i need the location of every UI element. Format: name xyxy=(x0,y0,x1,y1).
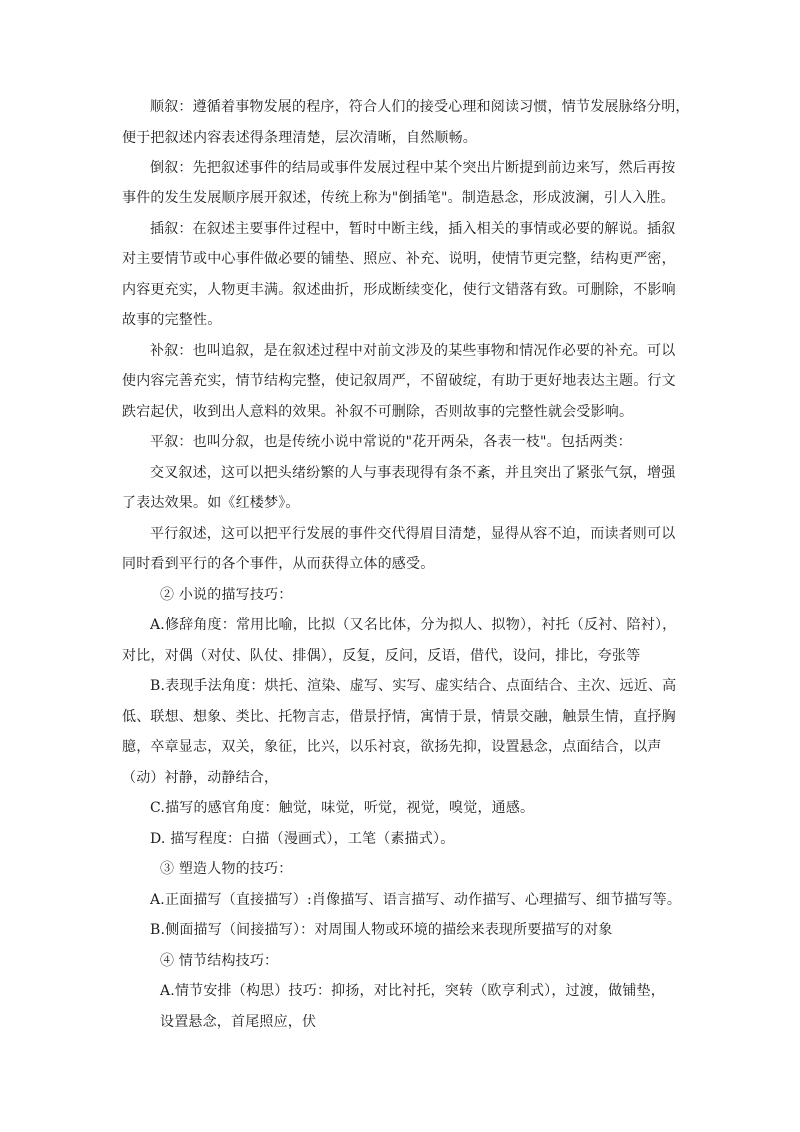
section-heading-renwu: ③ 塑造人物的技巧： xyxy=(160,861,293,877)
paragraph-buxu-line-3: 跌宕起伏，收到出人意料的效果。补叙不可删除，否则故事的完整性就会受影响。 xyxy=(122,404,634,420)
item-a-qingjie-line-2: 设置悬念，首尾照应，伏 xyxy=(160,1014,317,1030)
paragraph-chaxu-line-3: 内容更充实，人物更丰满。叙述曲折，形成断续变化，使行文错落有致。可删除，不影响 xyxy=(122,282,676,298)
item-b-cemian: B.侧面描写（间接描写）：对周围人物或环境的描绘来表现所要描写的对象 xyxy=(150,922,613,938)
section-heading-qingjie: ④ 情节结构技巧： xyxy=(160,953,279,969)
paragraph-buxu-line-2: 使内容完善充实，情节结构完整，使记叙周严，不留破绽，有助于更好地表达主题。行文 xyxy=(122,373,676,389)
paragraph-chaxu-line-4: 故事的完整性。 xyxy=(122,312,222,328)
paragraph-pingxing-line-2: 同时看到平行的各个事件，从而获得立体的感受。 xyxy=(122,556,435,572)
item-a-xiuci-line-2: 对比，对偶（对仗、队仗、排偶），反复，反问，反语，借代，设问，排比，夸张等 xyxy=(122,648,641,664)
item-a-zhengmian: A.正面描写（直接描写）:肖像描写、语言描写、动作描写、心理描写、细节描写等。 xyxy=(150,892,682,908)
paragraph-buxu-line-1: 补叙：也叫追叙，是在叙述过程中对前文涉及的某些事物和情况作必要的补充。可以 xyxy=(150,343,676,359)
item-b-shoufa-line-2: 低、联想、想象、类比、托物言志，借景抒情，寓情于景，情景交融，触景生情，直抒胸 xyxy=(122,709,676,725)
item-b-shoufa-line-4: （动）衬静，动静结合， xyxy=(122,770,279,786)
paragraph-shunxu-line-2: 便于把叙述内容表述得条理清楚，层次清晰，自然顺畅。 xyxy=(122,130,477,146)
paragraph-jiaocha-line-2: 了表达效果。如《红楼梦》。 xyxy=(122,495,300,511)
paragraph-jiaocha-line-1: 交叉叙述，这可以把头绪纷繁的人与事表现得有条不紊，并且突出了紧张气氛，增强 xyxy=(150,465,676,481)
section-heading-miaoxie: ② 小说的描写技巧： xyxy=(160,587,293,603)
paragraph-chaxu-line-2: 对主要情节或中心事件做必要的铺垫、照应、补充、说明，使情节更完整，结构更严密， xyxy=(122,251,676,267)
paragraph-chaxu-line-1: 插叙：在叙述主要事件过程中，暂时中断主线，插入相关的事情或必要的解说。插叙 xyxy=(150,221,676,237)
paragraph-pingxu-line-1: 平叙：也叫分叙，也是传统小说中常说的"花开两朵，各表一枝"。包括两类： xyxy=(150,434,632,450)
paragraph-shunxu-line-1: 顺叙：遵循着事物发展的程序，符合人们的接受心理和阅读习惯，情节发展脉络分明， xyxy=(150,99,690,115)
item-a-xiuci-line-1: A.修辞角度：常用比喻，比拟（又名比体，分为拟人、拟物），衬托（反衬、陪衬）， xyxy=(150,617,677,633)
item-d-chengdu: D. 描写程度：白描（漫画式），工笔（素描式）。 xyxy=(150,831,455,847)
item-b-shoufa-line-1: B.表现手法角度：烘托、渲染、虚写、实写、虚实结合、点面结合、主次、远近、高 xyxy=(150,678,677,694)
paragraph-daoxu-line-2: 事件的发生发展顺序展开叙述，传统上称为"倒插笔"。制造悬念，形成波澜，引人入胜。 xyxy=(122,190,675,206)
item-a-qingjie-line-1: A.情节安排（构思）技巧：抑扬，对比衬托，突转（欧亨利式），过渡，做铺垫， xyxy=(160,983,665,999)
item-b-shoufa-line-3: 臆，卒章显志，双关，象征，比兴，以乐衬哀，欲扬先抑，设置悬念，点面结合，以声 xyxy=(122,739,662,755)
paragraph-pingxing-line-1: 平行叙述，这可以把平行发展的事件交代得眉目清楚，显得从容不迫，而读者则可以 xyxy=(150,526,676,542)
item-c-ganguan: C.描写的感官角度：触觉，味觉，听觉，视觉，嗅觉，通感。 xyxy=(150,800,535,816)
paragraph-daoxu-line-1: 倒叙：先把叙述事件的结局或事件发展过程中某个突出片断提到前边来写，然后再按 xyxy=(150,160,676,176)
